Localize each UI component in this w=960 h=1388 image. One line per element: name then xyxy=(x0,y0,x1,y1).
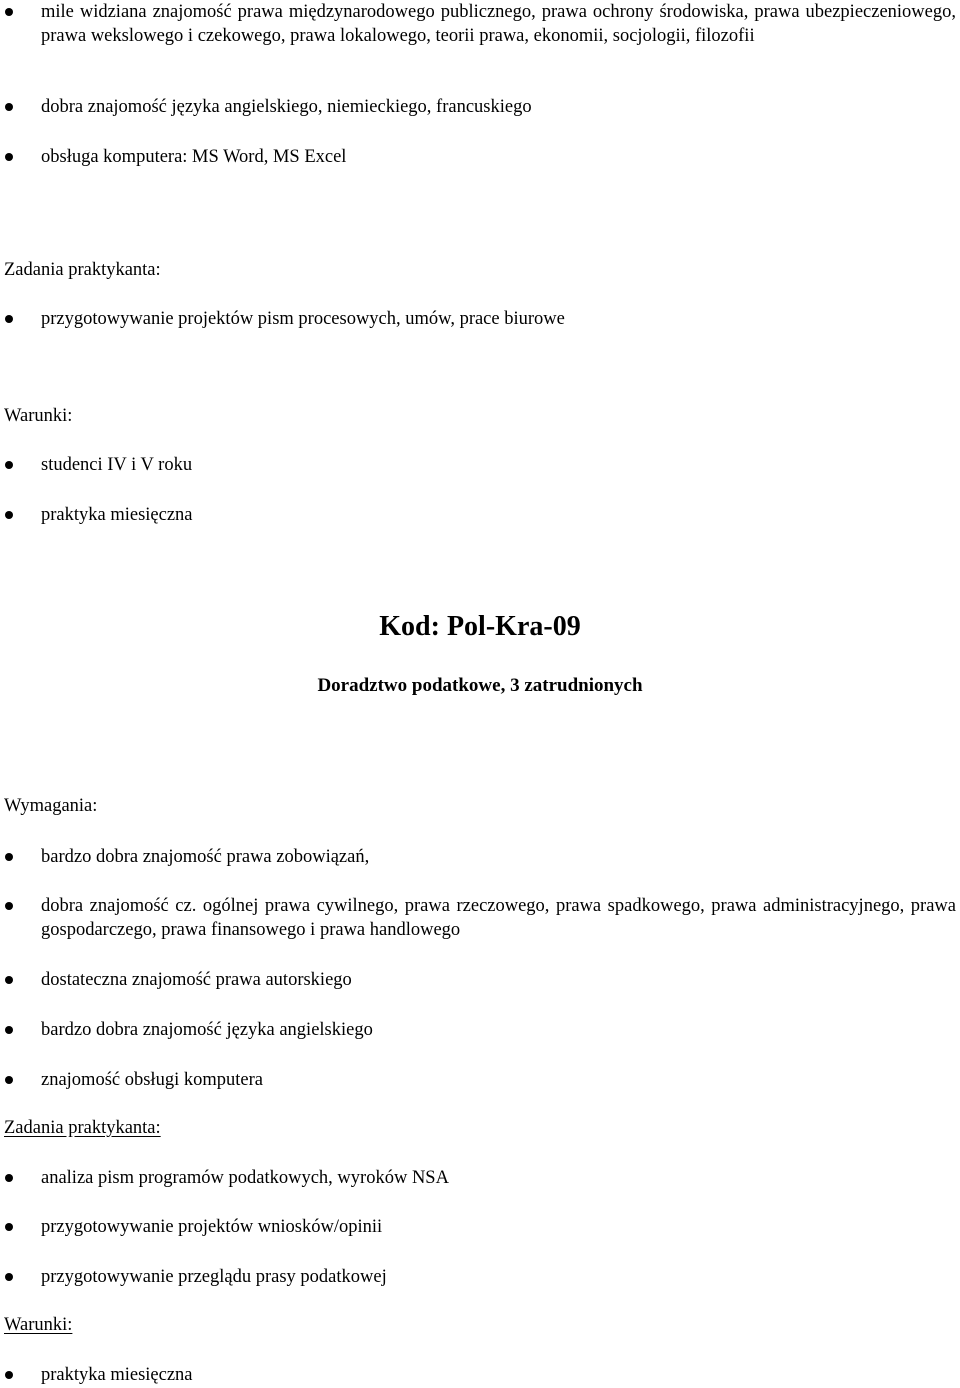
conditions-heading xyxy=(4,1313,77,1337)
list-item-text: studenci IV i V roku xyxy=(41,455,193,475)
bullet-icon xyxy=(5,1223,13,1231)
list-item-text: dobra znajomość cz. ogólnej prawa cywilnego, prawa rzeczowego, prawa spadkowego, prawa administracyjnego, prawa gospodarczego, prawa finansowego i prawa handlowego xyxy=(41,896,956,940)
conditions-heading-text: Warunki: xyxy=(4,1315,73,1335)
list-item-text: znajomość obsługi komputera xyxy=(41,1070,263,1090)
list-item-text: dostateczna znajomość prawa autorskiego xyxy=(41,970,352,990)
bullet-icon xyxy=(5,1076,13,1084)
tasks-heading-text: Zadania praktykanta: xyxy=(4,1118,161,1138)
list-item-text: bardzo dobra znajomość języka angielskiego xyxy=(41,1020,373,1040)
tasks-heading: Zadania praktykanta: xyxy=(4,260,161,280)
list-item-text: przygotowywanie projektów wniosków/opinii xyxy=(41,1217,383,1237)
bullet-icon xyxy=(5,153,13,161)
list-item-text: dobra znajomość języka angielskiego, niemieckiego, francuskiego xyxy=(41,97,532,117)
list-item-text: praktyka miesięczna xyxy=(41,505,193,525)
list-item-text: mile widziana znajomość prawa międzynarodowego publicznego, prawa ochrony środowiska, prawa ubezpieczeniowego, prawa wekslowego i czekowego, prawa lokalowego, teorii prawa, ekonomii, socjologii, filozofii xyxy=(41,2,956,46)
list-item-text: bardzo dobra znajomość prawa zobowiązań, xyxy=(41,847,370,867)
bullet-icon xyxy=(5,103,13,111)
list-item-text: obsługa komputera: MS Word, MS Excel xyxy=(41,147,347,167)
offer-code-title: Kod: Pol-Kra-09 xyxy=(379,611,581,642)
list-item-text: przygotowywanie przeglądu prasy podatkowej xyxy=(41,1267,387,1287)
list-item-text: przygotowywanie projektów pism procesowych, umów, prace biurowe xyxy=(41,309,565,329)
company-description: Doradztwo podatkowe, 3 zatrudnionych xyxy=(317,675,643,696)
bullet-icon xyxy=(5,1273,13,1281)
bullet-icon xyxy=(5,461,13,469)
bullet-icon xyxy=(5,1371,13,1379)
bullet-icon xyxy=(5,853,13,861)
tasks-heading xyxy=(4,1116,165,1140)
bullet-icon xyxy=(5,315,13,323)
conditions-heading: Warunki: xyxy=(4,406,73,426)
bullet-icon xyxy=(5,8,13,16)
bullet-icon xyxy=(5,511,13,519)
list-item-text: praktyka miesięczna xyxy=(41,1365,193,1385)
bullet-icon xyxy=(5,1026,13,1034)
requirements-heading: Wymagania: xyxy=(4,796,98,816)
bullet-icon xyxy=(5,1174,13,1182)
list-item-text: analiza pism programów podatkowych, wyroków NSA xyxy=(41,1168,449,1188)
bullet-icon xyxy=(5,902,13,910)
bullet-icon xyxy=(5,976,13,984)
